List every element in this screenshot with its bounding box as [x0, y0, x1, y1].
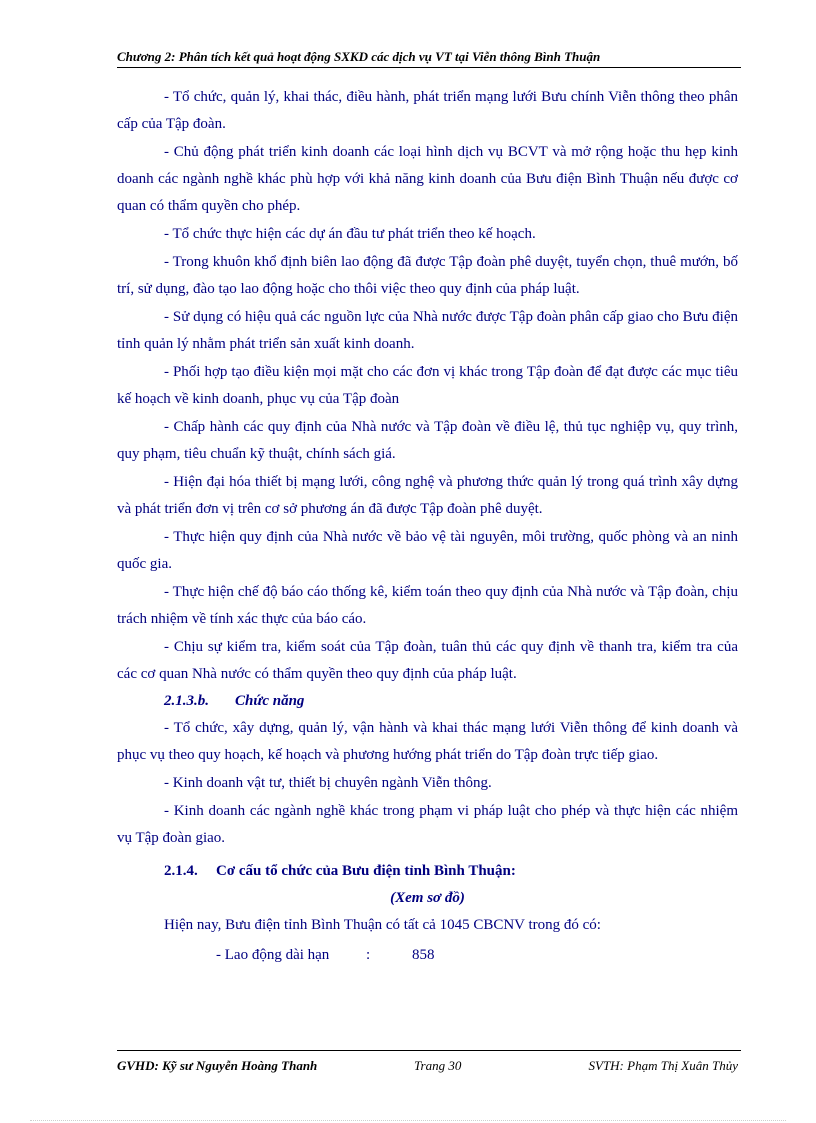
staff-intro: Hiện nay, Bưu điện tỉnh Bình Thuận có tất cả 1045 CBCNV trong đó có: [164, 917, 601, 933]
paragraph: - Kinh doanh các ngành nghề khác trong phạm vi pháp luật cho phép và thực hiện các nhiệm vụ Tập đoàn giao. [117, 803, 738, 846]
staff-item [117, 942, 738, 969]
section-heading [117, 858, 738, 885]
subsection-number: 2.1.3.b. [164, 693, 209, 709]
staff-item-value: 858 [412, 947, 435, 963]
paragraph: - Trong khuôn khổ định biên lao động đã được Tập đoàn phê duyệt, tuyển chọn, thuê mướn, bố trí, sử dụng, đào tạo lao động hoặc cho thôi việc theo quy định của pháp luật. [117, 254, 738, 297]
footer-rule [117, 1050, 741, 1051]
staff-item-separator: : [366, 947, 371, 963]
paragraph: - Thực hiện quy định của Nhà nước về bảo vệ tài nguyên, môi trường, quốc phòng và an ninh quốc gia. [117, 529, 738, 572]
header-rule [117, 67, 741, 68]
paragraph: - Chấp hành các quy định của Nhà nước và Tập đoàn về điều lệ, thủ tục nghiệp vụ, quy trình, quy phạm, tiêu chuẩn kỹ thuật, chính sách giá. [117, 419, 738, 462]
paragraph: - Thực hiện chế độ báo cáo thống kê, kiểm toán theo quy định của Nhà nước và Tập đoàn, chịu trách nhiệm về tính xác thực của báo cáo. [117, 584, 738, 627]
paragraph: - Chủ động phát triển kinh doanh các loại hình dịch vụ BCVT và mở rộng hoặc thu hẹp kinh doanh các ngành nghề khác phù hợp với khả năng kinh doanh của Bưu điện Bình Thuận nếu được cơ quan có thẩm quyền cho phép. [117, 144, 738, 214]
paragraph: - Hiện đại hóa thiết bị mạng lưới, công nghệ và phương thức quản lý trong quá trình xây dựng và phát triển đơn vị trên cơ sở phương án đã được Tập đoàn phê duyệt. [117, 474, 738, 517]
paragraph: - Chịu sự kiểm tra, kiểm soát của Tập đoàn, tuân thủ các quy định về thanh tra, kiểm tra của các cơ quan Nhà nước có thẩm quyền theo quy định của pháp luật. [117, 639, 738, 682]
section-number: 2.1.4. [164, 863, 198, 879]
footer-page-number: Trang 30 [414, 1058, 462, 1073]
section-title: Cơ cấu tổ chức của Bưu điện tỉnh Bình Thuận: [216, 863, 516, 879]
staff-item-label: - Lao động dài hạn [216, 947, 330, 963]
page-body [117, 84, 738, 969]
paragraph: - Kinh doanh vật tư, thiết bị chuyên ngành Viễn thông. [164, 775, 492, 791]
footer-supervisor: GVHD: Kỹ sư Nguyễn Hoàng Thanh [117, 1058, 318, 1073]
page-bottom-dotted-line [30, 1120, 786, 1121]
subsection-title: Chức năng [235, 693, 305, 709]
paragraph: - Phối hợp tạo điều kiện mọi mặt cho các đơn vị khác trong Tập đoàn để đạt được các mục tiêu kế hoạch về kinh doanh, phục vụ của Tập đoàn [117, 364, 738, 407]
paragraph: - Tổ chức thực hiện các dự án đầu tư phát triển theo kế hoạch. [164, 226, 536, 242]
paragraph: - Tổ chức, quản lý, khai thác, điều hành, phát triển mạng lưới Bưu chính Viễn thông theo phân cấp của Tập đoàn. [117, 89, 738, 132]
paragraph: - Tổ chức, xây dựng, quản lý, vận hành và khai thác mạng lưới Viễn thông để kinh doanh và phục vụ theo quy hoạch, kế hoạch và phương hướng phát triển do Tập đoàn trực tiếp giao. [117, 720, 738, 763]
footer-student: SVTH: Phạm Thị Xuân Thủy [588, 1058, 738, 1073]
subsection-heading [117, 688, 738, 715]
paragraph: - Sử dụng có hiệu quả các nguồn lực của Nhà nước được Tập đoàn phân cấp giao cho Bưu điện tỉnh quản lý nhằm phát triển sản xuất kinh doanh. [117, 309, 738, 352]
page-header: Chương 2: Phân tích kết quả hoạt động SXKD các dịch vụ VT tại Viễn thông Bình Thuận [117, 49, 601, 64]
see-chart-note: (Xem sơ đồ) [390, 890, 465, 906]
